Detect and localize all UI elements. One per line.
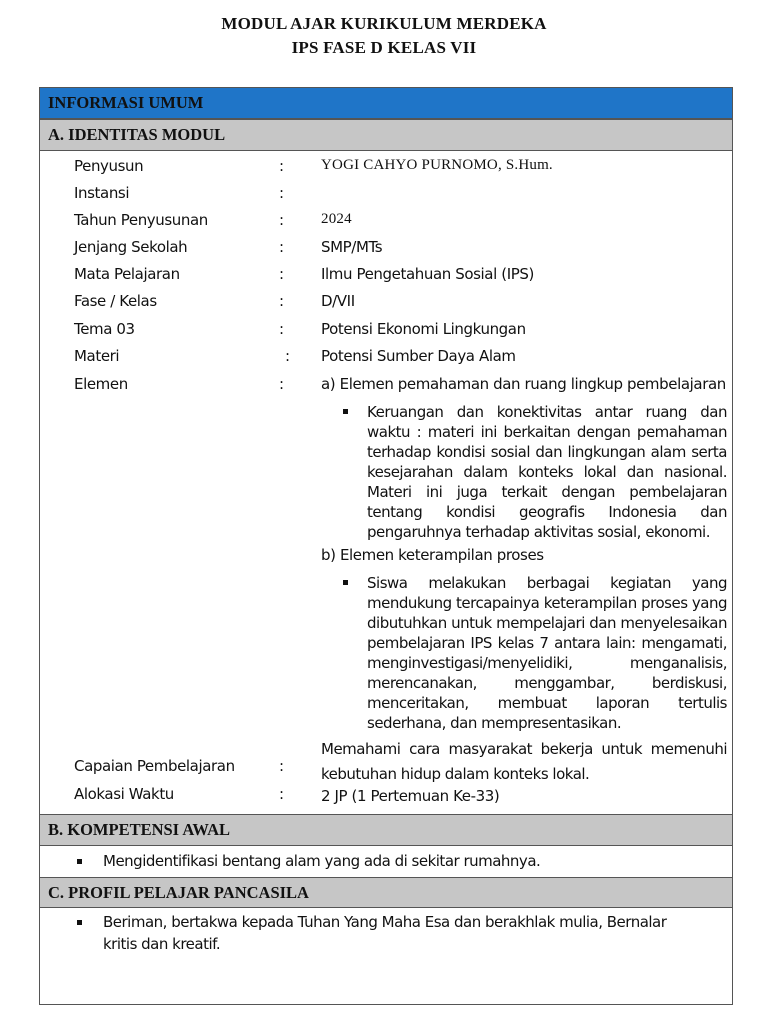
document-title: MODUL AJAR KURIKULUM MERDEKA [221, 14, 547, 33]
colon: : [279, 785, 285, 803]
tahun-value: 2024 [321, 211, 352, 227]
penyusun-value: YOGI CAHYO PURNOMO, S.Hum. [321, 157, 553, 173]
colon: : [279, 184, 285, 202]
alokasi-label: Alokasi Waktu [74, 785, 174, 803]
tema-label: Tema 03 [74, 320, 135, 338]
alokasi-value: 2 JP (1 Pertemuan Ke-33) [321, 787, 500, 805]
jenjang-label: Jenjang Sekolah [74, 238, 188, 256]
kompetensi-awal-item: Mengidentifikasi bentang alam yang ada di sekitar rumahnya. [103, 852, 541, 870]
bullet-icon [77, 920, 82, 925]
elemen-label: Elemen [74, 375, 128, 393]
jenjang-value: SMP/MTs [321, 238, 383, 256]
elemen-a-heading: a) Elemen pemahaman dan ruang lingkup pembelajaran [321, 375, 726, 393]
elemen-b-description: Siswa melakukan berbagai kegiatan yang mendukung tercapainya keterampilan proses yang dibutuhkan untuk mempelajari dan menyelesaikan pembelajaran IPS kelas 7 antara lain: mengamati, menginvestigasi/menyelidiki, menganalisis, merencanakan, menggambar, berdiskusi, menceritakan, membuat laporan tertulis sederhana, dan mempresentasikan. [367, 574, 727, 732]
capaian-value: Memahami cara masyarakat bekerja untuk memenuhi kebutuhan hidup dalam konteks lokal. [321, 740, 727, 783]
section-identitas-modul: A. IDENTITAS MODUL [39, 119, 733, 151]
elemen-a-description: Keruangan dan konektivitas antar ruang dan waktu : materi ini berkaitan dengan pemahaman terhadap kondisi sosial dan lingkungan alam serta kesejarahan dalam konteks lokal dan nasional. Materi ini juga terkait dengan pembelajaran tentang kondisi geografis Indonesia dan pengaruhnya terhadap aktivitas sosial, ekonomi. [367, 403, 727, 541]
colon: : [279, 211, 285, 229]
bullet-icon [343, 409, 348, 414]
fase-label: Fase / Kelas [74, 292, 157, 310]
document-subtitle: IPS FASE D KELAS VII [291, 38, 477, 57]
profil-item-line2: kritis dan kreatif. [103, 935, 221, 953]
colon: : [279, 375, 285, 393]
bullet-icon [343, 580, 348, 585]
materi-value: Potensi Sumber Daya Alam [321, 347, 516, 365]
colon: : [279, 292, 285, 310]
elemen-b-heading: b) Elemen keterampilan proses [321, 546, 544, 564]
mapel-label: Mata Pelajaran [74, 265, 180, 283]
profil-item-line1: Beriman, bertakwa kepada Tuhan Yang Maha Esa dan berakhlak mulia, Bernalar [103, 913, 667, 931]
colon: : [279, 757, 285, 775]
mapel-value: Ilmu Pengetahuan Sosial (IPS) [321, 265, 534, 283]
section-informasi-umum: INFORMASI UMUM [39, 87, 733, 119]
bullet-icon [77, 859, 82, 864]
materi-label: Materi [74, 347, 120, 365]
tema-value: Potensi Ekonomi Lingkungan [321, 320, 526, 338]
capaian-label: Capaian Pembelajaran [74, 757, 235, 775]
penyusun-label: Penyusun [74, 157, 144, 175]
tahun-label: Tahun Penyusunan [74, 211, 208, 229]
colon: : [279, 320, 285, 338]
colon: : [285, 347, 291, 365]
section-kompetensi-awal: B. KOMPETENSI AWAL [39, 814, 733, 846]
colon: : [279, 265, 285, 283]
section-profil-pelajar: C. PROFIL PELAJAR PANCASILA [39, 877, 733, 908]
colon: : [279, 238, 285, 256]
fase-value: D/VII [321, 292, 355, 310]
colon: : [279, 157, 285, 175]
instansi-label: Instansi [74, 184, 130, 202]
